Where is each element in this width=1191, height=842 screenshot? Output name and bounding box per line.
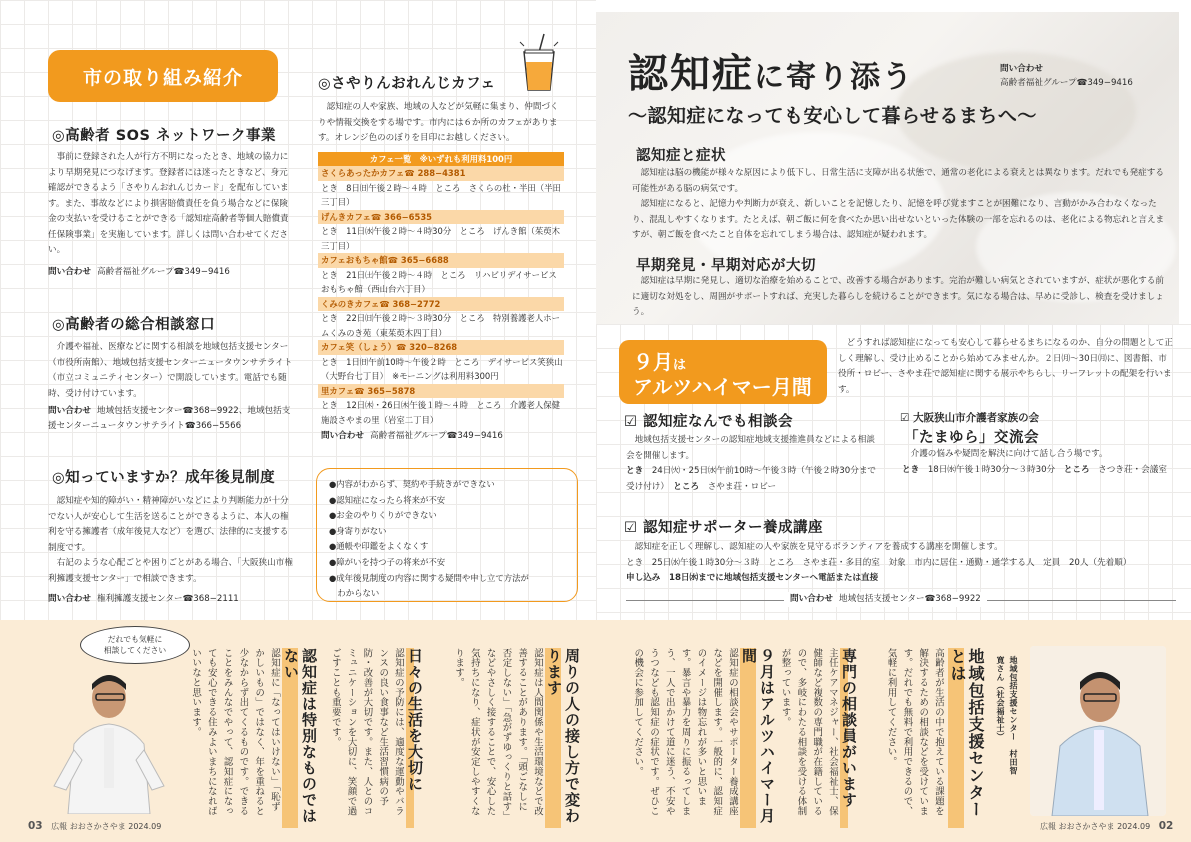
col-head-2: 専門の相談員がいます	[840, 648, 858, 828]
consult-title: ◎高齢者の総合相談窓口	[52, 317, 216, 333]
consult-event-p: 地域包括支援センターの認知症地域支援推進員などによる相談会を開催します。	[626, 435, 875, 461]
supporter-contact	[784, 592, 987, 607]
symptoms-p2: 認知症になると、記憶力や判断力が衰え、新しいことを記憶したり、記憶を呼び覚ますことが困難になり、言動がかみ合わなくなったり、混乱しやすくなります。たとえば、朝ご飯に何を食べたか思い出せないといった体験の一部を忘れるのは、老化による物忘れと言えますが、朝ご飯を食べたこと自体を忘れてしまう場合は、認知症が疑われます。	[632, 199, 1165, 240]
concern-item: ●内容がわからず、契約や手続きができない	[329, 479, 495, 489]
speech-text: だれでも気軽に 相談してください	[103, 635, 167, 655]
top-contact	[1000, 62, 1170, 90]
cafe-name: さくらあったかカフェ☎ 288−4381	[318, 166, 564, 181]
cafe-title: ◎さやりんおれんじカフェ	[318, 76, 496, 92]
sos-body	[48, 150, 294, 259]
speech-bubble	[80, 626, 190, 664]
when-value: 18日㈬午後１時30分～３時30分	[927, 464, 1056, 475]
col-text-3: 認知症の相談会やサポーター養成講座などを開催します。一般的に、認知症のイメージは物忘れが多いと思います。暴言や暴力を周りに振るってしまう、一人で出かけて道に迷う、不安やうつなども認知症の症状です。ぜひこの機会に参加してください。	[632, 648, 738, 817]
consult-event-body	[626, 433, 880, 495]
footer-right-text: 広報 おおさかさやま 2024.09	[1040, 822, 1151, 831]
consult-event-when	[626, 464, 880, 495]
cafe-intro	[318, 100, 564, 147]
col-text-4: 認知症は人間関係や生活環境などで改善することがあります。「頭ごなしに否定しない」「急がずゆっくりと話す」などやさしく接することで、安心した気持ちになり、症状が安定しやすくなります。	[453, 648, 543, 817]
cafe-info: とき 8日㈰午後２時～４時 ところ さくらの杜・半田（半田三丁目）	[321, 182, 561, 207]
where-label: ところ	[673, 481, 700, 492]
concern-item: わからない	[329, 588, 380, 599]
symptoms-title: 認知症と症状	[636, 148, 726, 164]
consult-event-title: ☑ 認知症なんでも相談会	[624, 414, 794, 430]
supporter-line2: 申し込み 18日㈬までに地域包括支援センターへ電話または直接	[626, 573, 879, 583]
cafe-table-head: カフェ一覧 ※いずれも利用料100円	[318, 152, 564, 166]
when-label: とき	[626, 466, 644, 476]
guardianship-body2: 右記のような心配ごとや困りごとがある場合、「大阪狭山市権利擁護支援センター」で相談できます。	[48, 558, 293, 584]
contact-value: 地域包括支援センター☎368−9922	[838, 594, 981, 604]
contact-value: 高齢者福祉グループ☎349−9416	[1000, 78, 1133, 88]
footer-left-text: 広報 おおさかさやま 2024.09	[51, 822, 162, 831]
badge-ha: は	[673, 357, 687, 373]
cafe-name: カフェ笑（しょう）☎ 320−8268	[318, 340, 564, 355]
concern-item: ●障がいを持つ子の将来が不安	[329, 556, 446, 567]
col-head-6: 認知症は特別なものではない	[282, 648, 318, 828]
sos-contact	[48, 265, 298, 280]
main-subtitle: ～認知症になっても安心して暮らせるまちへ～	[628, 105, 1037, 127]
main-title-big: 認知症	[628, 51, 754, 97]
col-head-3: ９月はアルツハイマー月間	[740, 648, 776, 828]
col-text-6: 認知症に「なってはいけない」「恥ずかしいもの」ではなく、年を重ねると少なからず出てくるものです。できることをみんなでやって、認知症になっても安心できる住みよいまちになればいいなと思います。	[190, 648, 280, 817]
where-label: ところ	[1063, 464, 1090, 475]
person-photo-right	[1030, 646, 1166, 816]
main-title	[628, 42, 914, 99]
guardianship-title: ◎知っていますか？成年後見制度	[52, 470, 276, 486]
guardianship-body1: 認知症や知的障がい・精神障がいなどにより判断能力が十分でない人が安心して生活を送ることができるように、本人の権利を守る擁護者（成年後見人など）を選び、法律的に支援する制度です。	[48, 496, 289, 553]
contact-label: 問い合わせ	[48, 267, 91, 277]
sos-title: ◎高齢者 SOS ネットワーク事業	[52, 128, 276, 144]
contact-label: 問い合わせ	[1000, 64, 1043, 74]
col-head-1: 地域包括支援センターとは	[948, 648, 984, 828]
cafe-name: 里カフェ☎ 365−5878	[318, 384, 564, 399]
contact-label: 問い合わせ	[48, 406, 91, 416]
cafe-info: とき 22日㈰午後２時～３時30分 ところ 特別養護老人ホームくみのき苑（東茱萸木四丁目）	[321, 313, 561, 338]
family-event-when	[902, 463, 1174, 479]
guardianship-contact	[48, 592, 298, 607]
footer-left	[28, 820, 161, 832]
alzheimer-month-badge	[619, 340, 827, 404]
when-label: とき	[902, 464, 920, 475]
badge-line2: アルツハイマー月間	[633, 374, 812, 399]
page-number-left: 03	[28, 820, 43, 832]
cafe-info: とき 1日㈰午前10時～午後２時 ところ デイサービス笑狭山（大野台七丁目） ※モーニングは利用料300円	[321, 356, 563, 381]
concern-item: ●身寄りがない	[329, 525, 387, 536]
col-text-5: 認知症の予防には、適度な運動やバランスの良い食事など生活習慣病の予防・改善が大切です。また、人とのコミュニケーションを大切に、笑顔で過ごすことも重要です。	[329, 648, 404, 817]
when-value: 24日㈫・25日㈬午前10時～午後３時（午後２時30分まで受け付け）	[626, 466, 877, 492]
cafe-table	[318, 152, 564, 444]
cafe-info: とき 11日㈬午後２時～４時30分 ところ げんき館（茱萸木三丁目）	[321, 226, 561, 251]
contact-value: 高齢者福祉グループ☎349−9416	[369, 431, 503, 441]
cafe-drink-icon	[516, 32, 562, 94]
concerns-box	[316, 468, 578, 602]
col-text-2: 主任ケアマネジャー、社会福祉士、保健師など複数の専門職が在籍しているので、多岐にわたる相談を受ける体制が整っています。	[779, 648, 838, 817]
contact-label: 問い合わせ	[790, 594, 833, 604]
badge-line1	[633, 346, 827, 375]
contact-value: 権利擁護支援センター☎368−2111	[96, 594, 239, 604]
col-head-5: 日々の生活を大切に	[406, 648, 424, 828]
supporter-line1: とき 25日㈬午後１時30分～３時 ところ さやま荘・多目的室 対象 市内に居住・通勤・通学する人 定員 20人（先着順）	[626, 557, 1132, 568]
alzheimer-month-p: どうすれば認知症になっても安心して暮らせるまちになるのか、自分の問題として正しく理解し、受け止めることから始めてみませんか。２日㈪～30日㈪に、図書館、市役所・ロビー、さやま荘で認知症に関する展示やちらし、リーフレットの配架を行います。	[838, 338, 1173, 395]
contact-value: 地域包括支援センター☎368−9922、地域包括支援センターニュータウンサテライト☎366−5566	[48, 406, 291, 431]
supporter-body	[626, 540, 1176, 587]
person-photo-left	[48, 664, 170, 814]
supporter-p: 認知症を正しく理解し、認知症の人や家族を見守るボランティアを養成する講座を開催します。	[634, 542, 1003, 552]
cafe-contact	[318, 429, 564, 444]
early-p: 認知症は早期に発見し、適切な治療を始めることで、改善する場合があります。完治が難しい病気とされていますが、症状が悪化する前に適切な対処をし、周囲がサポートすれば、充実した暮らしを続けることができます。気になる場合は、早めに受診し、検査を受けましょう。	[632, 276, 1164, 317]
consult-body-text: 介護や福祉、医療などに関する相談を地域包括支援センター（市役所南館）、地域包括支援センターニュータウンサテライト（市立コミュニティセンター）で開設しています。電話でも随時、受け付けています。	[48, 342, 293, 399]
early-body	[632, 274, 1172, 321]
badge-month: ９月	[633, 349, 673, 374]
consult-body	[48, 340, 294, 402]
footer-right	[1040, 820, 1173, 832]
contact-label: 問い合わせ	[48, 594, 91, 604]
family-event-org: ☑ 大阪狭山市介護者家族の会	[900, 412, 1040, 424]
section-badge-initiatives	[48, 50, 278, 102]
page-number-right: 02	[1158, 820, 1174, 832]
cafe-info: とき 12日㈭・26日㈭午後１時～４時 ところ 介護老人保健施設さやまの里（岩室二丁目）	[321, 400, 561, 425]
alzheimer-month-text	[838, 336, 1174, 398]
where-value: さやま荘・ロビー	[707, 481, 777, 492]
concern-item: ●成年後見制度の内容に関する疑問や申し立て方法が	[329, 572, 529, 583]
contact-value: 高齢者福祉グループ☎349−9416	[96, 267, 230, 277]
supporter-title: ☑ 認知症サポーター養成講座	[624, 520, 824, 536]
consult-contact	[48, 404, 298, 434]
concern-item: ●認知症になったら将来が不安	[329, 494, 446, 505]
contact-label: 問い合わせ	[321, 431, 364, 441]
staff-name-tag	[994, 656, 1028, 776]
cafe-name: カフェおもちゃ館☎ 365−6688	[318, 253, 564, 268]
family-event-title: 「たまゆら」交流会	[904, 430, 1039, 446]
concern-item: ●通帳や印鑑をよくなくす	[329, 541, 429, 552]
guardianship-body	[48, 494, 294, 587]
badge-text: 市の取り組み紹介	[82, 66, 243, 89]
col-text-1: 高齢者が生活の中で抱えている課題を解決するための相談などを受けています。だれでも無料で利用できるので、気軽に利用してください。	[885, 648, 944, 817]
cafe-info: とき 21日㈯午後２時～４時 ところ リハビリデイサービスおもちゃ館（西山台六丁目）	[321, 269, 557, 294]
cafe-intro-text: 認知症の人や家族、地域の人などが気軽に集まり、仲間づくりや情報交換をする場です。市内には６か所のカフェがあります。オレンジ色ののぼりを目印にお越しください。	[318, 102, 559, 143]
early-title: 早期発見・早期対応が大切	[636, 258, 816, 274]
cafe-name: げんきカフェ☎ 366−6535	[318, 210, 564, 225]
where-value: さつき荘・会議室	[1098, 464, 1167, 475]
cafe-name: くみのきカフェ☎ 368−2772	[318, 297, 564, 312]
staff-name: 地域包括支援センター 村田智寛さん（社会福祉士）	[996, 656, 1018, 775]
symptoms-body	[632, 166, 1172, 244]
concern-item: ●お金のやりくりができない	[329, 510, 437, 521]
family-event-body	[902, 447, 1174, 478]
sos-body-text: 事前に登録された人が行方不明になったとき、地域の協力により早期発見につなげます。登録者には迷ったときなど、身元確認ができるよう「さやりんおれんじカード」を配布しています。また、事故などにより損害賠償責任を負う場合などに保険金の支払いを受けることができる「認知症高齢者等個人賠償責任保険事業」を実施しています。詳しくは問い合わせてください。	[48, 152, 289, 255]
col-head-4: 周りの人の接し方で変わります	[545, 648, 581, 828]
main-title-rest: に寄り添う	[754, 60, 914, 95]
family-event-p: 介護の悩みや疑問を解決に向けて話し合う場です。	[910, 449, 1108, 459]
symptoms-p1: 認知症は脳の機能が様々な原因により低下し、日常生活に支障が出る状態で、通常の老化による衰えとは異なります。だれでも発症する可能性がある脳の病気です。	[632, 168, 1164, 194]
